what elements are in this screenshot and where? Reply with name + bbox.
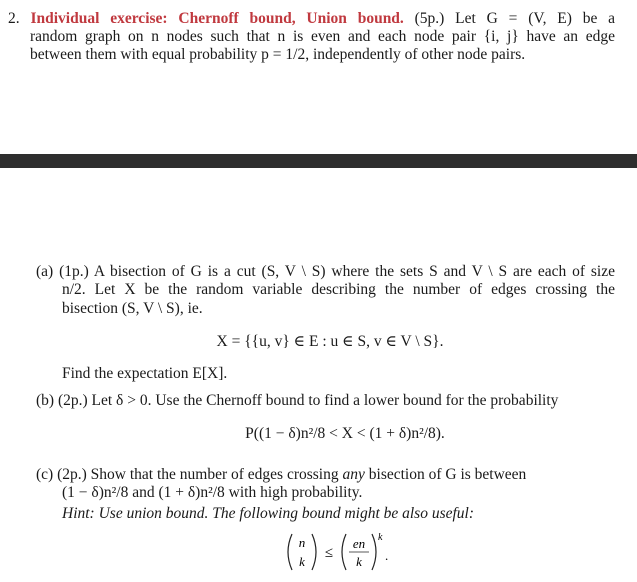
- part-b-line-1: [36, 392, 558, 410]
- period: .: [385, 548, 389, 563]
- part-b-text-1: Let δ > 0. Use the Chernoff bound to find a lower bound for the probability: [91, 392, 559, 409]
- part-c-emphasis: any: [342, 466, 365, 483]
- part-a-text-2: n/2. Let X be the random variable describing the number of edges crossing the: [62, 281, 615, 298]
- frac-num: en: [352, 536, 366, 551]
- part-b-points: (2p.): [57, 392, 88, 409]
- binomial-bound-formula: [282, 530, 412, 574]
- part-c-hint: Hint: Use union bound. The following bound might be also useful:: [62, 505, 475, 522]
- part-b-equation: P((1 − δ)n²/8 < X < (1 + δ)n²/8).: [245, 425, 445, 442]
- part-a-line-1: [36, 263, 615, 281]
- right-paren: [312, 534, 316, 570]
- part-c-text-1: Show that the number of edges crossing: [90, 466, 339, 483]
- leq-sign: ≤: [324, 545, 334, 561]
- binom-bottom: k: [299, 554, 305, 569]
- part-c-points: (2p.): [57, 466, 87, 483]
- problem-text-3: between them with equal probability p = 1/2, independently of other node pairs.: [30, 46, 526, 63]
- problem-text-1: Let G = (V, E) be a: [455, 10, 616, 27]
- exponent: k: [378, 532, 383, 543]
- part-a-find: Find the expectation E[X].: [62, 365, 228, 382]
- binom-top: n: [298, 535, 306, 550]
- frac-den: k: [356, 554, 362, 569]
- problem-number: 2.: [8, 10, 20, 27]
- problem-title: Individual exercise: Chernoff bound, Union bound.: [30, 10, 404, 27]
- part-a-text-3: bisection (S, V \ S), ie.: [62, 300, 203, 317]
- part-a-points: (1p.): [59, 263, 89, 280]
- left-paren: [288, 534, 292, 570]
- page-divider-bar: [0, 154, 637, 168]
- problem-header: [8, 10, 615, 28]
- left-paren-2: [342, 534, 346, 570]
- problem-points: (5p.): [414, 10, 445, 27]
- right-paren-2: [372, 534, 376, 570]
- part-b-label: (b): [36, 392, 55, 409]
- part-c-text-1b: bisection of G is between: [368, 466, 527, 483]
- part-c-text-2: (1 − δ)n²/8 and (1 + δ)n²/8 with high probability.: [62, 484, 363, 501]
- part-c-label: (c): [36, 466, 54, 483]
- problem-text-2: random graph on n nodes such that n is even and each node pair {i, j} have an edge: [30, 28, 615, 45]
- part-a-equation: X = {{u, v} ∈ E : u ∈ S, v ∈ V \ S}.: [216, 333, 444, 350]
- part-a-label: (a): [36, 263, 54, 280]
- part-a-text-1: A bisection of G is a cut (S, V \ S) where the sets S and V \ S are each of size: [93, 263, 616, 280]
- part-c-line-1: [36, 466, 526, 484]
